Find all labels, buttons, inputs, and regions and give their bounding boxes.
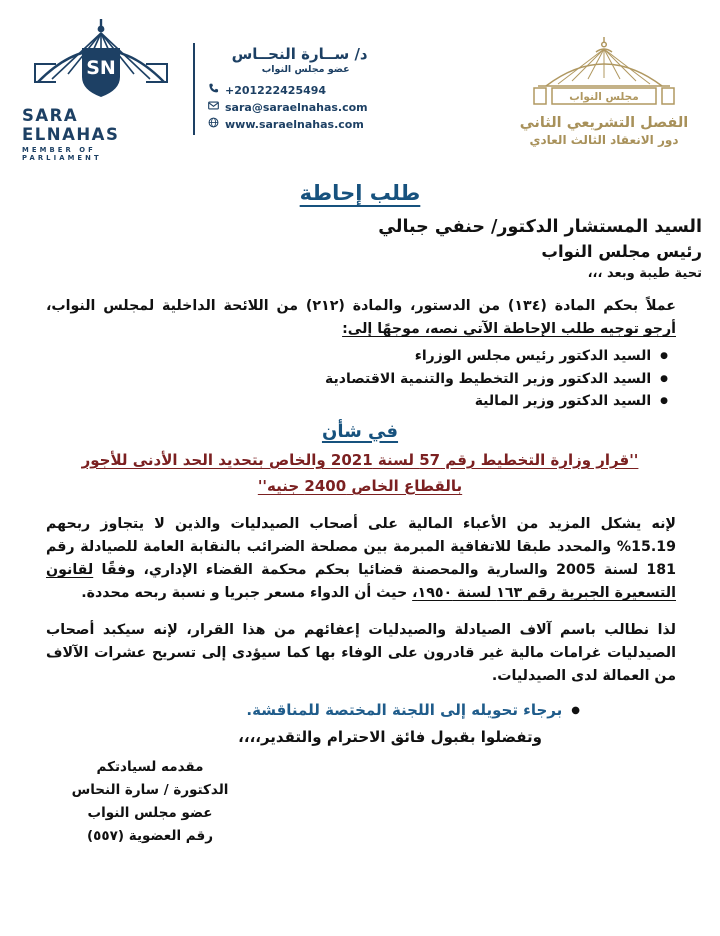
committee-referral-line: ● برجاء تحويله إلى اللجنة المختصة للمناقشة. xyxy=(0,701,580,719)
phone-icon xyxy=(208,82,219,99)
list-item: ● السيد الدكتور رئيس مجلس الوزراء xyxy=(46,345,668,367)
signature-position: عضو مجلس النواب xyxy=(87,805,213,822)
list-item: ● السيد الدكتور وزير المالية xyxy=(46,390,668,412)
monogram-text: SN xyxy=(86,57,116,79)
header-divider xyxy=(193,43,195,135)
globe-icon xyxy=(208,116,219,133)
parliament-banner-text: مجلس النواب xyxy=(569,90,639,103)
subject-line-2: بالقطاع الخاص 2400 جنيه'' xyxy=(257,477,463,496)
salutation-line: وتفضلوا بقبول فائق الاحترام والتقدير،،،، xyxy=(238,728,542,747)
intro-underlined-text: أرجو توجيه طلب الإحاطة الآتي نصه، موجهًا إلى: xyxy=(342,321,676,338)
greeting-line: تحية طيبة وبعد ،،، xyxy=(587,266,702,282)
contact-title: عضو مجلس النواب xyxy=(261,63,350,75)
body-paragraph-1 xyxy=(46,513,676,605)
contact-name: د/ ســارة النحــاس xyxy=(231,44,368,63)
contact-website: www.saraelnahas.com xyxy=(225,118,364,132)
paragraph-text: لإنه يشكل المزيد من الأعباء المالية على أصحاب الصيدليات والذين لا يتجاوز ربحهم 15.19% والمحدد طبقا للاتفاقية المبرمة بين مصلحة الضرائب بالنقابة العامة للصيادلة رقم 181 لسنة 2005 والسارية والمحصنة قضائيا بحكم محكمة القضاء الإداري، وفقًا xyxy=(46,516,676,579)
legislative-term-label: الفصل التشريعي الثاني xyxy=(519,114,689,131)
parliament-logo-block xyxy=(506,32,702,147)
brand-name: SARA ELNAHAS xyxy=(22,106,120,144)
signature-name: الدكتورة / سارة النحاس xyxy=(71,782,229,799)
signature-block xyxy=(14,756,286,848)
brand-subtitle: MEMBER OF PARLIAMENT xyxy=(22,146,102,162)
contact-phone: +201222425494 xyxy=(225,83,327,97)
list-item: ● السيد الدكتور وزير التخطيط والتنمية الاقتصادية xyxy=(46,368,668,390)
session-label: دور الانعقاد الثالث العادي xyxy=(529,132,679,147)
parliament-dome-icon xyxy=(518,36,690,112)
contact-email-row xyxy=(208,99,368,116)
sender-brand-block xyxy=(22,16,368,162)
dome-monogram-icon xyxy=(26,16,176,104)
recipients-list xyxy=(46,345,668,411)
subject-line-1: ''قرار وزارة التخطيط رقم 57 لسنة 2021 والخاص بتحديد الحد الأدنى للأجور xyxy=(81,450,639,469)
contact-block xyxy=(208,45,368,133)
signature-presented-by: مقدمه لسيادتكم xyxy=(96,759,204,776)
intro-plain-text: عملاً بحكم المادة (١٣٤) من الدستور، والمادة (٢١٢) من اللائحة الداخلية لمجلس النواب، xyxy=(46,298,676,315)
letterhead xyxy=(0,0,720,168)
subject-text xyxy=(40,447,680,500)
addressee-block xyxy=(0,215,702,281)
contact-phone-row xyxy=(208,82,368,99)
contact-website-row xyxy=(208,116,368,133)
email-icon xyxy=(208,99,219,116)
subject-heading: في شأن xyxy=(321,420,399,442)
letter-title: طلب إحاطة xyxy=(299,181,421,205)
intro-paragraph xyxy=(46,295,676,341)
law-reference-underlined: لقانون التسعيرة الجبرية رقم ١٦٣ لسنة ١٩٥٠، xyxy=(46,562,676,602)
addressee-name: السيد المستشار الدكتور/ حنفي جبالي xyxy=(378,217,702,237)
contact-email: sara@saraelnahas.com xyxy=(225,100,368,114)
body-paragraph-2: لذا نطالب باسم آلاف الصيادلة والصيدليات إعفائهم من هذا القرار، لإنه سيكبد أصحاب الصيدليات غرامات مالية غير قادرون على الوفاء بها كما سيؤدى إلى تسريح عشرات الآلاف من العمالة لدى الصيدليات. xyxy=(46,622,676,685)
sara-elnahas-logo xyxy=(22,16,180,162)
signature-membership-number: رقم العضوية (٥٥٧) xyxy=(86,828,213,845)
paragraph-text: حيث أن الدواء مسعر جبريا و نسبة ربحه محددة. xyxy=(81,585,413,602)
addressee-position: رئيس مجلس النواب xyxy=(541,242,702,262)
